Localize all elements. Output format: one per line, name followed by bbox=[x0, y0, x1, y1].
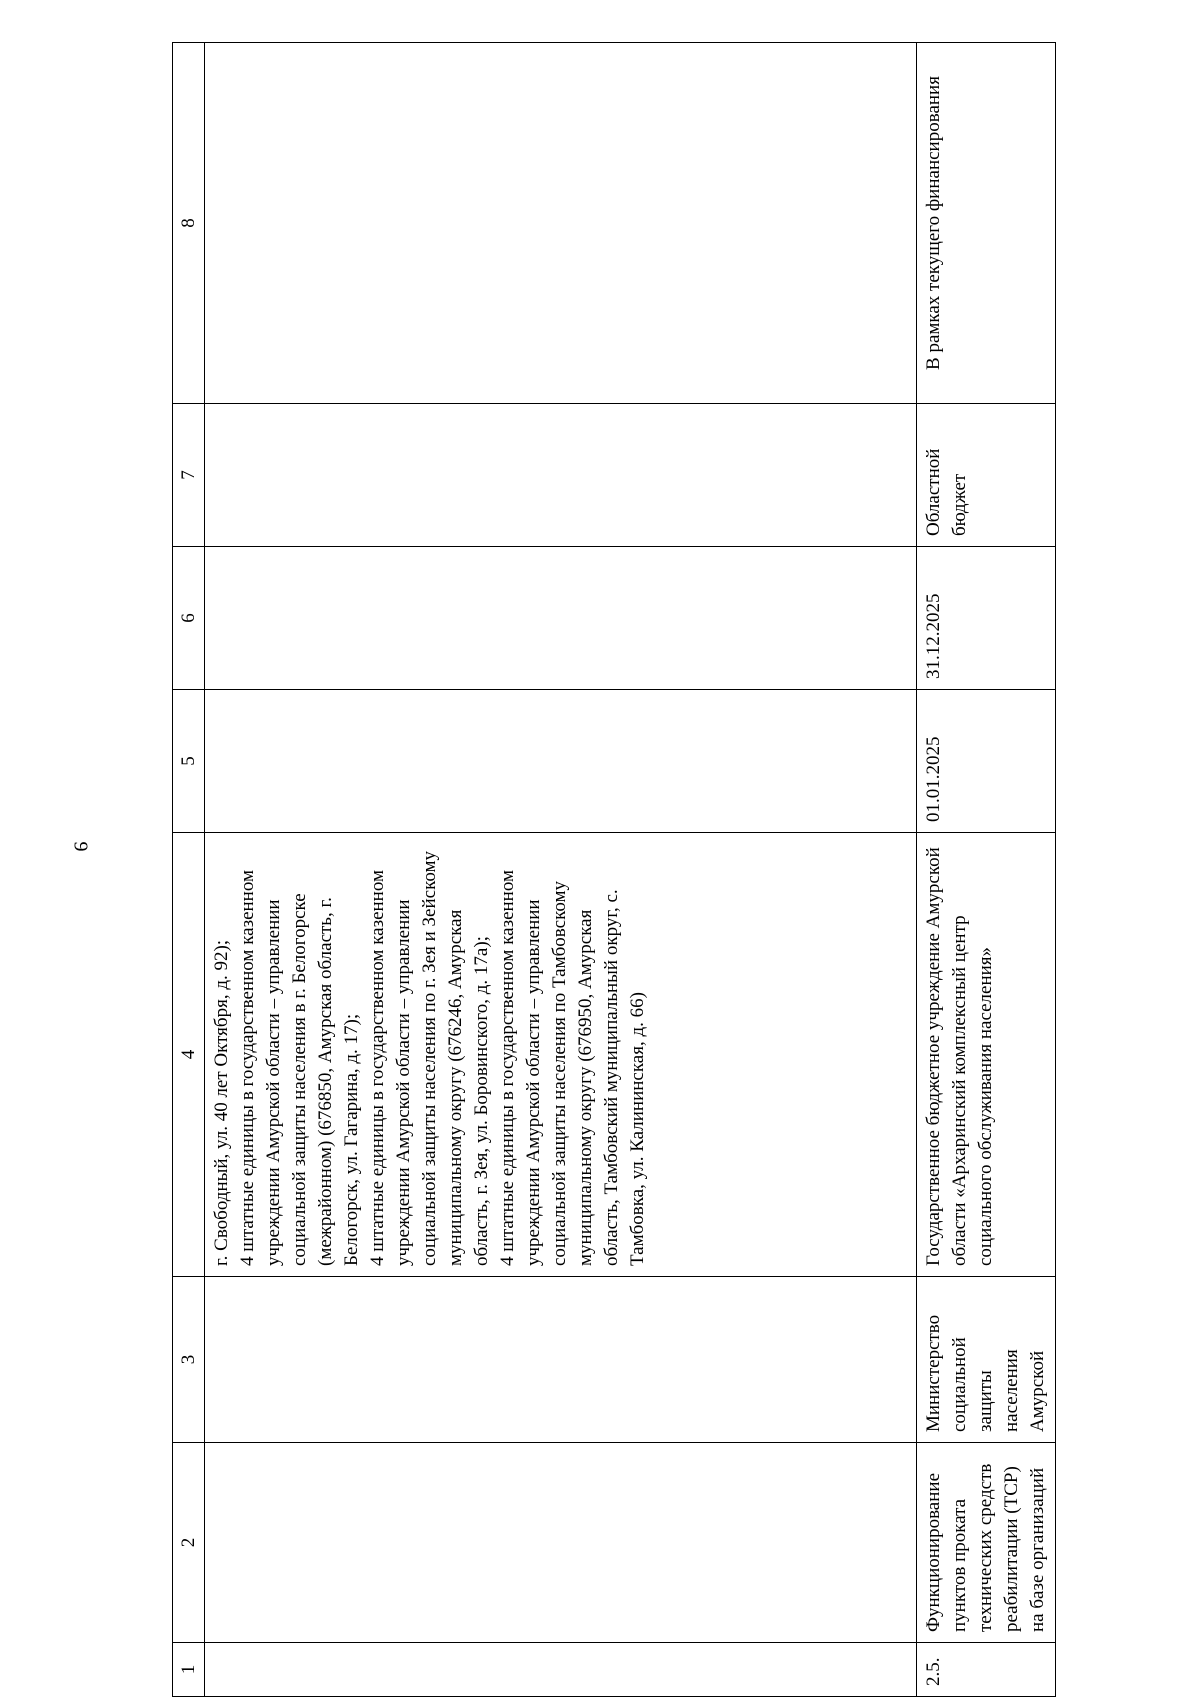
funding-volume-cell: В рамках текущего финансирования bbox=[917, 43, 1056, 404]
col-number-8: 8 bbox=[173, 43, 205, 404]
col-number-6: 6 bbox=[173, 547, 205, 690]
col-number-2: 2 bbox=[173, 1443, 205, 1643]
col-number-4: 4 bbox=[173, 833, 205, 1277]
col-number-5: 5 bbox=[173, 690, 205, 833]
responsible-cell: Министерство социальной защиты населения Амурской bbox=[917, 1277, 1056, 1443]
page-number: 9 bbox=[69, 841, 92, 852]
column-number-row bbox=[173, 43, 205, 1697]
table-row-2-5 bbox=[917, 43, 1056, 1697]
cell-empty bbox=[205, 547, 917, 690]
row-number-cell: 2.5. bbox=[917, 1643, 1056, 1697]
start-date-cell: 01.01.2025 bbox=[917, 690, 1056, 833]
end-date-cell: 31.12.2025 bbox=[917, 547, 1056, 690]
cell-empty bbox=[205, 1277, 917, 1443]
cell-empty bbox=[205, 690, 917, 833]
funding-source-cell: Областной бюджет bbox=[917, 404, 1056, 547]
executor-list-cell: г. Свободный, ул. 40 лет Октября, д. 92); 4 штатные единицы в государственном казенном учреждении Амурской области – управлении социальной защиты населения в г. Белогорске (межрайонном) (676850, Амурская область, г. Белогорск, ул. Гагарина, д. 17); 4 штатные единицы в государственном казенном учреждении Амурской области – управлении социальной защиты населения по г. Зея и Зейскому муниципальному округу (676246, Амурская область, г. Зея, ул. Боровинского, д. 17а); 4 штатные единицы в государственном казенном учреждении Амурской области – управлении социальной защиты населения по Тамбовскому муниципальному округу (676950, Амурская область, Тамбовский муниципальный округ, с. Тамбовка, ул. Калининская, д. 66) bbox=[205, 833, 917, 1277]
cell-empty bbox=[205, 1443, 917, 1643]
col-number-7: 7 bbox=[173, 404, 205, 547]
col-number-3: 3 bbox=[173, 1277, 205, 1443]
col-number-1: 1 bbox=[173, 1643, 205, 1697]
activities-table bbox=[172, 42, 1056, 1697]
executor-cell: Государственное бюджетное учреждение Амурской области «Архаринский комплексный центр социального обслуживания населения» bbox=[917, 833, 1056, 1277]
table-row-continuation bbox=[205, 43, 917, 1697]
cell-empty bbox=[205, 404, 917, 547]
cell-empty bbox=[205, 43, 917, 404]
cell-empty bbox=[205, 1643, 917, 1697]
rotated-table-container bbox=[172, 43, 1048, 1697]
event-name-cell: Функционирование пунктов проката технических средств реабилитации (ТСР) на базе организаций bbox=[917, 1443, 1056, 1643]
